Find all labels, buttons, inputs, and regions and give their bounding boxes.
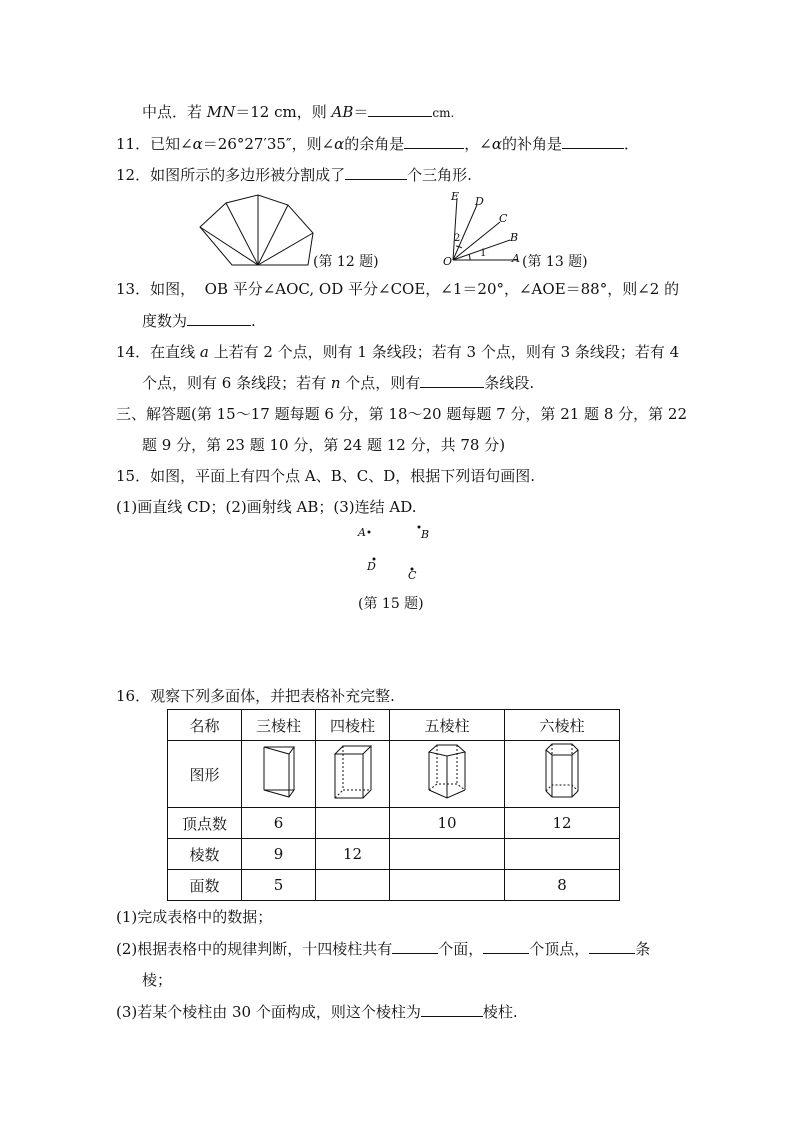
q12-text-a: 12．如图所示的多边形被分割成了: [116, 166, 346, 184]
q16-blank-prism[interactable]: [421, 1002, 483, 1017]
q14-text-d: 个点，则有: [340, 374, 421, 392]
q16-p2-text-b: 个面，: [438, 940, 484, 958]
q15-instructions: (1)画直线 CD；(2)画射线 AB；(3)连结 AD.: [116, 498, 417, 516]
q12-blank[interactable]: [345, 165, 407, 180]
q14-var-a: a: [199, 343, 209, 361]
q16-part3: [116, 1002, 518, 1022]
q13-text-c: 度数为: [142, 312, 188, 330]
q16-p2-text-d: 条: [635, 940, 651, 958]
q11-blank-complement[interactable]: [404, 134, 464, 149]
figure-hexagonal-prism: [505, 741, 620, 808]
point-label-D: D: [367, 560, 376, 573]
q14-text-b: 上若有 2 个点，则有 1 条线段；若有 3 个点，则有 3 条线段；若有 4: [208, 343, 680, 361]
cell-faces-quad[interactable]: [316, 870, 390, 901]
figure-triangular-prism: [242, 741, 316, 808]
figure-13-caption: (第 13 题): [522, 254, 588, 270]
section-3-heading: 三、解答题(第 15～17 题每题 6 分，第 18～20 题每题 7 分，第 21 题 8 分，第 22: [116, 405, 687, 423]
table-row-vertices: [168, 808, 620, 839]
figure-pentagonal-prism: [390, 741, 505, 808]
q16-p2-text-c: 个顶点，: [529, 940, 590, 958]
q10-text-b: ＝12 cm，则: [235, 103, 332, 121]
q13-end: .: [251, 312, 256, 330]
q16-p3-text-a: (3)若某个棱柱由 30 个面构成，则这个棱柱为: [116, 1003, 421, 1021]
q11-end: ．: [624, 135, 640, 153]
angle-label-2: 2: [454, 233, 461, 244]
header-triangular-prism: 三棱柱: [242, 710, 316, 741]
point-label-B: B: [421, 528, 430, 541]
table-row-edges: [168, 839, 620, 870]
row-label-vertices: 顶点数: [168, 808, 242, 839]
q11-text-a: 11．已知∠: [116, 135, 193, 153]
table-row-faces: [168, 870, 620, 901]
q12-text-b: 个三角形.: [407, 166, 472, 184]
cell-faces-penta[interactable]: [390, 870, 505, 901]
cell-vertices-quad[interactable]: [316, 808, 390, 839]
cell-edges-hexa[interactable]: [505, 839, 620, 870]
q16-p3-text-b: 棱柱.: [482, 1003, 518, 1021]
cell-faces-tri: 5: [242, 870, 316, 901]
cell-vertices-penta: 10: [390, 808, 505, 839]
header-name: 名称: [168, 710, 242, 741]
q16-blank-vertices[interactable]: [483, 939, 529, 954]
q14-text-c: 个点，则有 6 条线段；若有: [142, 374, 331, 392]
q10-text-c: ＝: [353, 103, 369, 121]
cell-vertices-hexa: 12: [505, 808, 620, 839]
section-3-heading-cont: 题 9 分，第 23 题 10 分，第 24 题 12 分，共 78 分): [142, 436, 506, 454]
q16-text: 16．观察下列多面体，并把表格补充完整.: [116, 687, 395, 705]
q14-var-n: n: [330, 374, 341, 392]
q16-part2: [116, 939, 650, 959]
label-C: C: [499, 212, 508, 225]
q11: [116, 134, 639, 154]
point-label-C: C: [408, 569, 417, 582]
figure-12-caption: (第 12 题): [313, 254, 379, 270]
point-label-A: A: [358, 526, 366, 539]
q11-text-b: ＝26°27′35″，则∠: [202, 135, 335, 153]
table-figure-row: [168, 741, 620, 808]
q13-line1: [116, 279, 679, 299]
row-label-edges: 棱数: [168, 839, 242, 870]
q14-line1: [116, 342, 679, 362]
q11-alpha-2: α: [334, 135, 345, 153]
label-O: O: [443, 255, 453, 268]
q13-blank[interactable]: [187, 311, 251, 326]
row-label-faces: 面数: [168, 870, 242, 901]
q12: [116, 165, 472, 185]
q14-line2: [142, 373, 534, 393]
q10-answer-blank[interactable]: [368, 102, 432, 117]
angle-label-1: 1: [480, 248, 487, 259]
q14-blank[interactable]: [420, 373, 484, 388]
q10-continuation: [142, 102, 454, 123]
polygon-figure-12: [196, 193, 316, 268]
header-hexagonal-prism: 六棱柱: [505, 710, 620, 741]
q16-part2-cont: 棱；: [142, 971, 173, 989]
q16-blank-faces[interactable]: [392, 939, 438, 954]
table-header-row: [168, 710, 620, 741]
q13-line2: [142, 311, 256, 331]
q11-text-e: 的补角是: [502, 135, 563, 153]
label-A: A: [512, 252, 520, 265]
q11-alpha-3: α: [491, 135, 503, 153]
figure-15-caption: (第 15 题): [358, 596, 424, 612]
header-quadrangular-prism: 四棱柱: [316, 710, 390, 741]
q16-blank-edges[interactable]: [589, 939, 635, 954]
q16-p2-text-a: (2)根据表格中的规律判断，十四棱柱共有: [116, 940, 393, 958]
q14-text-e: 条线段.: [484, 374, 535, 392]
cell-edges-penta[interactable]: [390, 839, 505, 870]
q14-text-a: 14．在直线: [116, 343, 200, 361]
polyhedra-table: [167, 709, 620, 901]
q10-unit: cm.: [432, 106, 455, 120]
q11-blank-supplement[interactable]: [562, 134, 624, 149]
q10-text-a: 中点．若: [142, 103, 207, 121]
row-label-figure: 图形: [168, 741, 242, 808]
ray-OE: [453, 198, 457, 260]
q11-text-c: 的余角是: [344, 135, 405, 153]
header-pentagonal-prism: 五棱柱: [390, 710, 505, 741]
q11-text-d: ，∠: [464, 135, 492, 153]
cell-faces-hexa: 8: [505, 870, 620, 901]
cell-vertices-tri: 6: [242, 808, 316, 839]
label-D: D: [475, 195, 484, 208]
q13-text-a: 13．如图，: [116, 280, 196, 298]
q15-text: 15．如图，平面上有四个点 A、B、C、D，根据下列语句画图.: [116, 467, 535, 485]
figure-quadrangular-prism: [316, 741, 390, 808]
cell-edges-quad: 12: [316, 839, 390, 870]
q13-text-b: OB 平分∠AOC, OD 平分∠COE，∠1＝20°，∠AOE＝88°，则∠2 的: [204, 280, 680, 298]
q10-ab: AB: [331, 103, 354, 121]
q10-mn: MN: [206, 103, 236, 121]
q11-alpha: α: [192, 135, 203, 153]
label-E: E: [451, 190, 460, 203]
cell-edges-tri: 9: [242, 839, 316, 870]
label-B: B: [510, 231, 519, 244]
q16-part1: (1)完成表格中的数据；: [116, 908, 273, 926]
